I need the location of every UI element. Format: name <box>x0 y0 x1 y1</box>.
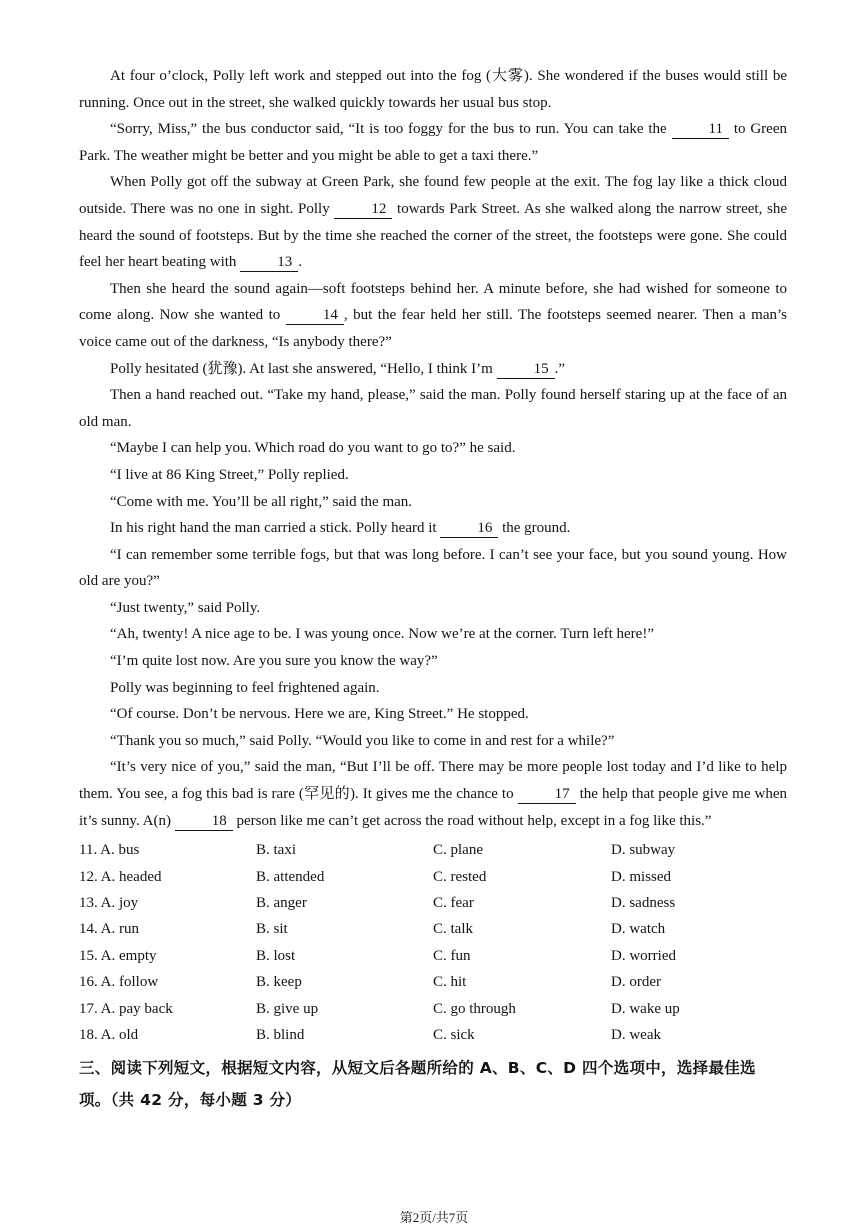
option-row <box>79 969 787 995</box>
option-choice: D. order <box>611 974 661 991</box>
cloze-blank: 17 <box>518 786 576 804</box>
cloze-passage <box>79 63 787 834</box>
paragraph-text: “Sorry, Miss,” the bus conductor said, “It is too foggy for the bus to run. You can take the <box>110 121 672 138</box>
option-row <box>79 864 787 890</box>
option-choice: C. talk <box>433 921 473 938</box>
option-choice: D. worried <box>611 947 676 964</box>
paragraph-text: Polly hesitated (犹豫). At last she answered, “Hello, I think I’m <box>110 360 497 377</box>
option-row <box>79 1022 787 1048</box>
option-choice: B. anger <box>256 895 307 911</box>
paragraph-text: “Of course. Don’t be nervous. Here we are, King Street.” He stopped. <box>110 706 529 723</box>
option-choice: C. fun <box>433 947 471 964</box>
cloze-blank: 14 <box>286 307 344 325</box>
option-choice: D. sadness <box>611 895 676 911</box>
passage-paragraph <box>79 754 787 834</box>
option-choice: C. go through <box>433 1000 516 1017</box>
cloze-blank: 15 <box>497 361 555 379</box>
passage-paragraph <box>79 595 787 622</box>
option-choice: 11. A. bus <box>79 842 140 859</box>
option-row <box>79 890 787 916</box>
cloze-blank: 12 <box>334 201 392 219</box>
paragraph-text: person like me can’t get across the road without help, except in a fog like this.” <box>232 812 712 829</box>
option-row <box>79 943 787 969</box>
option-choice: C. fear <box>433 895 474 911</box>
passage-paragraph <box>79 675 787 702</box>
paragraph-text: the help that people give me when it’s sunny. A(n) <box>79 786 787 829</box>
paragraph-text: . <box>298 254 302 271</box>
paragraph-text: “It’s very nice of you,” said the man, “But I’ll be off. There may be more people lost today and I’d like to help them. You see, a fog this bad is rare (罕见的). It gives me the chance to <box>79 759 787 803</box>
option-choice: B. blind <box>256 1026 305 1043</box>
passage-paragraph <box>79 116 787 169</box>
option-choice: B. give up <box>256 1000 319 1017</box>
option-choice: C. plane <box>433 842 483 859</box>
option-choice: B. attended <box>256 868 325 885</box>
passage-paragraph <box>79 356 787 383</box>
paragraph-text: “I live at 86 King Street,” Polly replied. <box>110 466 349 483</box>
option-choice: 12. A. headed <box>79 868 162 885</box>
paragraph-text: Polly was beginning to feel frightened again. <box>110 679 380 696</box>
option-choice: B. sit <box>256 921 288 938</box>
passage-paragraph <box>79 621 787 648</box>
paragraph-text: “Thank you so much,” said Polly. “Would you like to come in and rest for a while?” <box>110 732 615 749</box>
option-choice: 14. A. run <box>79 921 139 938</box>
paragraph-text: “Ah, twenty! A nice age to be. I was young once. Now we’re at the corner. Turn left here!” <box>110 626 654 643</box>
passage-paragraph <box>79 728 787 755</box>
answer-options <box>79 837 787 1048</box>
paragraph-text: to Green Park. The weather might be better and you might be able to get a taxi there.” <box>79 121 787 164</box>
passage-paragraph <box>79 63 787 116</box>
option-choice: 15. A. empty <box>79 947 157 964</box>
option-choice: B. taxi <box>256 842 296 859</box>
paragraph-text: Then a hand reached out. “Take my hand, please,” said the man. Polly found herself staring up at the face of an old man. <box>79 387 787 430</box>
paragraph-text: At four o’clock, Polly left work and stepped out into the fog (大雾). She wondered if the buses would still be running. Once out in the street, she walked quickly towards her usual bus stop. <box>79 68 787 111</box>
option-row <box>79 916 787 942</box>
paragraph-text: “Just twenty,” said Polly. <box>110 599 261 616</box>
document-page <box>79 63 787 1116</box>
option-choice: D. watch <box>611 921 666 938</box>
option-choice: D. weak <box>611 1026 661 1043</box>
option-choice: C. sick <box>433 1026 475 1043</box>
passage-paragraph <box>79 435 787 462</box>
paragraph-text: “Come with me. You’ll be all right,” said the man. <box>110 493 413 510</box>
option-choice: D. subway <box>611 842 676 859</box>
page-footer: 第2页/共7页 <box>399 1210 469 1225</box>
cloze-blank: 11 <box>672 121 729 139</box>
paragraph-text: In his right hand the man carried a stick. Polly heard it <box>110 520 441 537</box>
passage-paragraph <box>79 648 787 675</box>
option-choice: 13. A. joy <box>79 895 139 911</box>
option-row <box>79 837 787 863</box>
paragraph-text: the ground. <box>498 520 571 537</box>
paragraph-text: Then she heard the sound again—soft footsteps behind her. A minute before, she had wished for someone to come along. Now she wanted to <box>79 280 787 324</box>
passage-paragraph <box>79 542 787 595</box>
option-choice: B. lost <box>256 947 296 964</box>
option-row <box>79 996 787 1022</box>
paragraph-text: .” <box>554 360 566 377</box>
passage-paragraph <box>79 169 787 275</box>
option-choice: B. keep <box>256 974 302 991</box>
paragraph-text: , but the fear held her still. The footsteps seemed nearer. Then a man’s voice came out of the darkness, “Is anybody there?” <box>79 307 787 350</box>
passage-paragraph <box>79 462 787 489</box>
cloze-blank: 16 <box>440 520 498 538</box>
passage-paragraph <box>79 489 787 516</box>
passage-paragraph <box>79 701 787 728</box>
passage-paragraph <box>79 382 787 435</box>
paragraph-text: When Polly got off the subway at Green Park, she found few people at the exit. The fog lay like a thick cloud outside. There was no one in sight. Polly <box>79 174 787 217</box>
passage-paragraph <box>79 276 787 356</box>
cloze-blank: 18 <box>175 813 233 831</box>
section-heading: 三、阅读下列短文，根据短文内容，从短文后各题所给的 A、B、C、D 四个选项中，选择最佳选项。（共 42 分，每小题 3 分） <box>79 1059 756 1110</box>
option-choice: 18. A. old <box>79 1026 139 1043</box>
cloze-blank: 13 <box>240 254 298 272</box>
paragraph-text: towards Park Street. As she walked along the narrow street, she heard the sound of footsteps. But by the time she reached the corner of the street, the footsteps were gone. She could feel her heart beating with <box>79 200 787 271</box>
paragraph-text: “I can remember some terrible fogs, but that was long before. I can’t see your face, but you sound young. How old are you?” <box>79 546 787 590</box>
paragraph-text: “Maybe I can help you. Which road do you want to go to?” he said. <box>110 440 516 457</box>
passage-paragraph <box>79 515 787 542</box>
option-choice: C. rested <box>433 868 487 885</box>
paragraph-text: “I’m quite lost now. Are you sure you know the way?” <box>110 653 438 670</box>
option-choice: 16. A. follow <box>79 974 159 991</box>
option-choice: C. hit <box>433 974 467 991</box>
option-choice: D. missed <box>611 868 671 885</box>
option-choice: D. wake up <box>611 1000 680 1017</box>
option-choice: 17. A. pay back <box>79 1000 173 1017</box>
